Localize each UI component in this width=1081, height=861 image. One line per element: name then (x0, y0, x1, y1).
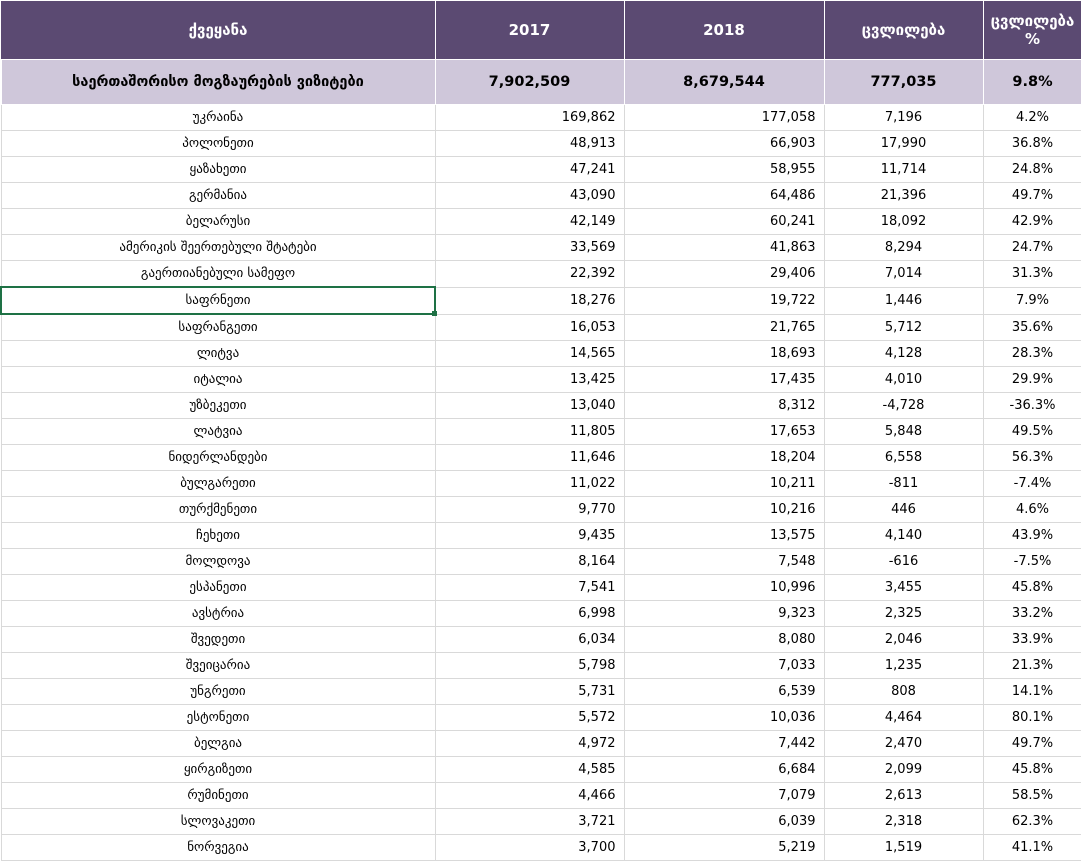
cell-country[interactable]: ჩეხეთი (1, 523, 435, 549)
cell-change[interactable]: 4,140 (824, 523, 983, 549)
cell-change-percent[interactable]: -36.3% (983, 393, 1081, 419)
cell-country[interactable]: ყირგიზეთი (1, 757, 435, 783)
cell-change-percent[interactable]: 56.3% (983, 445, 1081, 471)
cell-change[interactable]: 2,470 (824, 731, 983, 757)
cell-change[interactable]: 2,099 (824, 757, 983, 783)
cell-2017[interactable]: 48,913 (435, 131, 624, 157)
cell-change[interactable]: 2,046 (824, 627, 983, 653)
total-change-percent: 9.8% (983, 60, 1081, 105)
cell-2017[interactable]: 4,972 (435, 731, 624, 757)
cell-2017[interactable]: 47,241 (435, 157, 624, 183)
cell-country[interactable]: უნგრეთი (1, 679, 435, 705)
cell-change-percent[interactable]: 35.6% (983, 314, 1081, 341)
cell-country[interactable]: საფრნეთი (1, 287, 435, 314)
cell-2017[interactable]: 4,466 (435, 783, 624, 809)
cell-change-percent[interactable]: 58.5% (983, 783, 1081, 809)
cell-change-percent[interactable]: 45.8% (983, 575, 1081, 601)
cell-change-percent[interactable]: 49.5% (983, 419, 1081, 445)
cell-change-percent[interactable]: 29.9% (983, 367, 1081, 393)
cell-2017[interactable]: 14,565 (435, 341, 624, 367)
cell-country[interactable]: გაერთიანებული სამეფო (1, 261, 435, 288)
cell-2017[interactable]: 7,541 (435, 575, 624, 601)
cell-2017[interactable]: 13,425 (435, 367, 624, 393)
table-row[interactable] (1, 341, 1081, 367)
cell-2017[interactable]: 11,805 (435, 419, 624, 445)
table-row[interactable] (1, 523, 1081, 549)
cell-2017[interactable]: 6,034 (435, 627, 624, 653)
cell-2018[interactable]: 6,684 (624, 757, 824, 783)
cell-2018[interactable]: 8,312 (624, 393, 824, 419)
column-header-country[interactable]: ქვეყანა (1, 1, 435, 60)
cell-2017[interactable]: 5,572 (435, 705, 624, 731)
cell-change-percent[interactable]: -7.5% (983, 549, 1081, 575)
cell-2017[interactable]: 3,721 (435, 809, 624, 835)
cell-change[interactable]: -4,728 (824, 393, 983, 419)
cell-country[interactable]: ლიტვა (1, 341, 435, 367)
cell-2017[interactable]: 22,392 (435, 261, 624, 288)
table-row[interactable] (1, 105, 1081, 131)
table-row[interactable] (1, 235, 1081, 261)
cell-change[interactable]: 5,712 (824, 314, 983, 341)
cell-change-percent[interactable]: 31.3% (983, 261, 1081, 288)
cell-2017[interactable]: 18,276 (435, 287, 624, 314)
table-row[interactable] (1, 209, 1081, 235)
total-row[interactable] (1, 60, 1081, 105)
cell-2018[interactable]: 6,039 (624, 809, 824, 835)
cell-2017[interactable]: 9,435 (435, 523, 624, 549)
total-2017: 7,902,509 (435, 60, 624, 105)
cell-change-percent[interactable]: 45.8% (983, 757, 1081, 783)
cell-change[interactable]: 2,325 (824, 601, 983, 627)
cell-2018[interactable]: 60,241 (624, 209, 824, 235)
cell-country[interactable]: გერმანია (1, 183, 435, 209)
cell-2018[interactable]: 8,080 (624, 627, 824, 653)
cell-change-percent[interactable]: 14.1% (983, 679, 1081, 705)
cell-2018[interactable]: 5,219 (624, 835, 824, 861)
cell-country[interactable]: ბელგია (1, 731, 435, 757)
cell-country[interactable]: უზბეკეთი (1, 393, 435, 419)
table-row[interactable] (1, 809, 1081, 835)
cell-2017[interactable]: 9,770 (435, 497, 624, 523)
cell-2018[interactable]: 7,033 (624, 653, 824, 679)
cell-change[interactable]: 3,455 (824, 575, 983, 601)
cell-change-percent[interactable]: 49.7% (983, 731, 1081, 757)
cell-change[interactable]: 1,446 (824, 287, 983, 314)
cell-change[interactable]: 18,092 (824, 209, 983, 235)
cell-country[interactable]: შვედეთი (1, 627, 435, 653)
cell-change-percent[interactable]: 24.8% (983, 157, 1081, 183)
cell-country[interactable]: ნორვეგია (1, 835, 435, 861)
cell-2017[interactable]: 169,862 (435, 105, 624, 131)
cell-country[interactable]: შვეიცარია (1, 653, 435, 679)
table-row[interactable] (1, 679, 1081, 705)
cell-2018[interactable]: 177,058 (624, 105, 824, 131)
cell-2018[interactable]: 19,722 (624, 287, 824, 314)
cell-2017[interactable]: 43,090 (435, 183, 624, 209)
cell-2018[interactable]: 41,863 (624, 235, 824, 261)
cell-2018[interactable]: 7,442 (624, 731, 824, 757)
cell-change-percent[interactable]: 33.9% (983, 627, 1081, 653)
table-row[interactable] (1, 783, 1081, 809)
table-row[interactable] (1, 705, 1081, 731)
cell-change[interactable]: 6,558 (824, 445, 983, 471)
table-row[interactable] (1, 314, 1081, 341)
table-row[interactable] (1, 261, 1081, 288)
column-header-change-percent[interactable]: ცვლილება % (983, 1, 1081, 60)
cell-country[interactable]: ესტონეთი (1, 705, 435, 731)
cell-country[interactable]: საფრანგეთი (1, 314, 435, 341)
cell-change[interactable]: 7,014 (824, 261, 983, 288)
cell-2018[interactable]: 66,903 (624, 131, 824, 157)
cell-2018[interactable]: 13,575 (624, 523, 824, 549)
table-row[interactable] (1, 627, 1081, 653)
cell-country[interactable]: ნიდერლანდები (1, 445, 435, 471)
cell-country[interactable]: პოლონეთი (1, 131, 435, 157)
table-row[interactable] (1, 287, 1081, 314)
cell-change[interactable]: 11,714 (824, 157, 983, 183)
cell-2017[interactable]: 5,798 (435, 653, 624, 679)
cell-country[interactable]: რუმინეთი (1, 783, 435, 809)
cell-change[interactable]: -616 (824, 549, 983, 575)
table-row[interactable] (1, 575, 1081, 601)
cell-2017[interactable]: 3,700 (435, 835, 624, 861)
column-header-2018[interactable]: 2018 (624, 1, 824, 60)
cell-country[interactable]: თურქმენეთი (1, 497, 435, 523)
total-section (1, 60, 1081, 105)
cell-change[interactable]: 4,464 (824, 705, 983, 731)
cell-country[interactable]: იტალია (1, 367, 435, 393)
table-row[interactable] (1, 835, 1081, 861)
header-row (1, 1, 1081, 60)
cell-change[interactable]: 21,396 (824, 183, 983, 209)
cell-change[interactable]: -811 (824, 471, 983, 497)
cell-change-percent[interactable]: 4.2% (983, 105, 1081, 131)
cell-change-percent[interactable]: 49.7% (983, 183, 1081, 209)
table-row[interactable] (1, 393, 1081, 419)
cell-2018[interactable]: 18,693 (624, 341, 824, 367)
cell-2017[interactable]: 6,998 (435, 601, 624, 627)
cell-2018[interactable]: 17,653 (624, 419, 824, 445)
cell-country[interactable]: ამერიკის შეერთებული შტატები (1, 235, 435, 261)
column-header-change[interactable]: ცვლილება (824, 1, 983, 60)
cell-2018[interactable]: 9,323 (624, 601, 824, 627)
table-row[interactable] (1, 445, 1081, 471)
cell-change[interactable]: 4,128 (824, 341, 983, 367)
cell-2017[interactable]: 8,164 (435, 549, 624, 575)
table-body (1, 105, 1081, 861)
cell-change[interactable]: 446 (824, 497, 983, 523)
cell-2018[interactable]: 7,548 (624, 549, 824, 575)
cell-2017[interactable]: 33,569 (435, 235, 624, 261)
cell-2017[interactable]: 11,022 (435, 471, 624, 497)
table-header (1, 1, 1081, 60)
cell-country[interactable]: უკრაინა (1, 105, 435, 131)
cell-country[interactable]: ბელარუსი (1, 209, 435, 235)
table-row[interactable] (1, 183, 1081, 209)
table-row[interactable] (1, 653, 1081, 679)
cell-change-percent[interactable]: 28.3% (983, 341, 1081, 367)
cell-change-percent[interactable]: 42.9% (983, 209, 1081, 235)
cell-country[interactable]: ლატვია (1, 419, 435, 445)
table-row[interactable] (1, 497, 1081, 523)
cell-change[interactable]: 1,235 (824, 653, 983, 679)
cell-2018[interactable]: 7,079 (624, 783, 824, 809)
cell-change[interactable]: 5,848 (824, 419, 983, 445)
cell-2018[interactable]: 10,211 (624, 471, 824, 497)
cell-change[interactable]: 4,010 (824, 367, 983, 393)
table-row[interactable] (1, 471, 1081, 497)
cell-change[interactable]: 2,613 (824, 783, 983, 809)
table-row[interactable] (1, 419, 1081, 445)
cell-2017[interactable]: 42,149 (435, 209, 624, 235)
cell-2017[interactable]: 11,646 (435, 445, 624, 471)
cell-2018[interactable]: 64,486 (624, 183, 824, 209)
cell-2018[interactable]: 18,204 (624, 445, 824, 471)
cell-change[interactable]: 17,990 (824, 131, 983, 157)
cell-change[interactable]: 8,294 (824, 235, 983, 261)
cell-country[interactable]: ყაზახეთი (1, 157, 435, 183)
cell-2018[interactable]: 29,406 (624, 261, 824, 288)
table-row[interactable] (1, 367, 1081, 393)
cell-change-percent[interactable]: 21.3% (983, 653, 1081, 679)
total-2018: 8,679,544 (624, 60, 824, 105)
total-label: საერთაშორისო მოგზაურების ვიზიტები (1, 60, 435, 105)
cell-change-percent[interactable]: 43.9% (983, 523, 1081, 549)
cell-change-percent[interactable]: 62.3% (983, 809, 1081, 835)
column-header-2017[interactable]: 2017 (435, 1, 624, 60)
cell-change-percent[interactable]: 4.6% (983, 497, 1081, 523)
cell-country[interactable]: ბულგარეთი (1, 471, 435, 497)
cell-change-percent[interactable]: 24.7% (983, 235, 1081, 261)
cell-2018[interactable]: 10,216 (624, 497, 824, 523)
table-row[interactable] (1, 131, 1081, 157)
cell-2017[interactable]: 16,053 (435, 314, 624, 341)
cell-country[interactable]: სლოვაკეთი (1, 809, 435, 835)
cell-change[interactable]: 808 (824, 679, 983, 705)
cell-change-percent[interactable]: 33.2% (983, 601, 1081, 627)
table-row[interactable] (1, 757, 1081, 783)
cell-2017[interactable]: 4,585 (435, 757, 624, 783)
cell-change-percent[interactable]: 41.1% (983, 835, 1081, 861)
cell-2017[interactable]: 13,040 (435, 393, 624, 419)
cell-change-percent[interactable]: 80.1% (983, 705, 1081, 731)
cell-change-percent[interactable]: 36.8% (983, 131, 1081, 157)
cell-country[interactable]: ავსტრია (1, 601, 435, 627)
cell-country[interactable]: მოლდოვა (1, 549, 435, 575)
cell-2018[interactable]: 10,996 (624, 575, 824, 601)
cell-change[interactable]: 1,519 (824, 835, 983, 861)
cell-2018[interactable]: 17,435 (624, 367, 824, 393)
table-row[interactable] (1, 157, 1081, 183)
cell-country[interactable]: ესპანეთი (1, 575, 435, 601)
cell-2018[interactable]: 6,539 (624, 679, 824, 705)
total-change: 777,035 (824, 60, 983, 105)
cell-2018[interactable]: 58,955 (624, 157, 824, 183)
cell-2018[interactable]: 21,765 (624, 314, 824, 341)
cell-change[interactable]: 2,318 (824, 809, 983, 835)
cell-2018[interactable]: 10,036 (624, 705, 824, 731)
cell-change-percent[interactable]: 7.9% (983, 287, 1081, 314)
table-row[interactable] (1, 731, 1081, 757)
cell-change-percent[interactable]: -7.4% (983, 471, 1081, 497)
table-row[interactable] (1, 549, 1081, 575)
table-row[interactable] (1, 601, 1081, 627)
cell-change[interactable]: 7,196 (824, 105, 983, 131)
cell-2017[interactable]: 5,731 (435, 679, 624, 705)
